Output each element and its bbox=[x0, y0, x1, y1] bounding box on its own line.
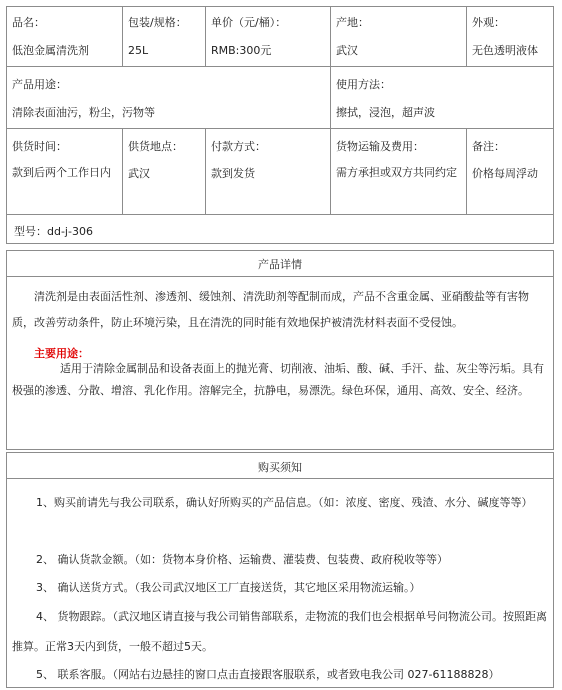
divider bbox=[330, 6, 331, 66]
price-label: 单价（元/桶）： bbox=[211, 16, 287, 29]
divider bbox=[466, 128, 467, 214]
supply-place-label: 供货地点： bbox=[128, 140, 183, 153]
main-use-label: 主要用途： bbox=[34, 347, 89, 360]
origin-label: 产地： bbox=[336, 16, 369, 29]
details-title: 产品详情 bbox=[258, 258, 302, 271]
payment-label: 付款方式： bbox=[211, 140, 266, 153]
divider bbox=[466, 6, 467, 66]
supply-place-value: 武汉 bbox=[128, 167, 150, 180]
price-value: RMB:300元 bbox=[211, 44, 272, 57]
divider bbox=[330, 66, 331, 128]
shipping-value: 需方承担或双方共同约定 bbox=[336, 166, 457, 179]
divider bbox=[6, 478, 554, 479]
product-name-value: 低泡金属清洗剂 bbox=[12, 44, 89, 57]
shipping-label: 货物运输及费用： bbox=[336, 140, 424, 153]
divider bbox=[122, 128, 123, 214]
details-intro: 清洗剂是由表面活性剂、渗透剂、缓蚀剂、清洗助剂等配制而成，产品不含重金属、亚硝酸盐等有害物质，改善劳动条件，防止环境污染，且在清洗的同时能有效地保护被清洗材料表面不受侵蚀。 bbox=[12, 290, 529, 329]
purchase-item-1: 1、购买前请先与我公司联系，确认好所购买的产品信息。（如：浓度、密度、残渣、水分、碱度等等） bbox=[36, 496, 533, 509]
purchase-item-5: 5、 联系客服。（网站右边悬挂的窗口点击直接跟客服联系，或者致电我公司 027-61188828） bbox=[36, 668, 500, 681]
divider bbox=[6, 214, 554, 215]
divider bbox=[6, 128, 554, 129]
usage-label: 产品用途： bbox=[12, 78, 67, 91]
purchase-item-4: 4、 货物跟踪。（武汉地区请直接与我公司销售部联系，走物流的我们也会根据单号问物流公司。按照距离推算。正常3天内到货，一般不超过5天。 bbox=[12, 610, 547, 653]
model-number: 型号：dd-j-306 bbox=[14, 225, 93, 238]
appearance-value: 无色透明液体 bbox=[472, 44, 538, 57]
supply-time-label: 供货时间： bbox=[12, 140, 67, 153]
divider bbox=[122, 6, 123, 66]
divider bbox=[205, 128, 206, 214]
remark-value: 价格每周浮动 bbox=[472, 167, 538, 180]
remark-label: 备注： bbox=[472, 140, 505, 153]
usage-value: 清除表面油污，粉尘，污物等 bbox=[12, 106, 155, 119]
main-use-body: 适用于清除金属制品和设备表面上的抛光膏、切削液、油垢、酸、碱、手汗、盐、灰尘等污垢。具有极强的渗透、分散、增溶、乳化作用。溶解完全，抗静电，易漂洗。绿色环保，通用、高效、安全、经济。 bbox=[12, 362, 544, 397]
product-info-table bbox=[6, 6, 554, 244]
supply-time-value: 款到后两个工作日内 bbox=[12, 166, 111, 179]
payment-value: 款到发货 bbox=[211, 167, 255, 180]
method-value: 擦拭，浸泡，超声波 bbox=[336, 106, 435, 119]
divider bbox=[6, 66, 554, 67]
product-name-label: 品名： bbox=[12, 16, 45, 29]
main-use-text bbox=[12, 358, 550, 402]
purchase-item-2: 2、 确认货款金额。（如：货物本身价格、运输费、灌装费、包装费、政府税收等等） bbox=[36, 553, 448, 566]
method-label: 使用方法： bbox=[336, 78, 391, 91]
origin-value: 武汉 bbox=[336, 44, 358, 57]
package-label: 包装/规格： bbox=[128, 16, 187, 29]
appearance-label: 外观： bbox=[472, 16, 505, 29]
package-value: 25L bbox=[128, 44, 149, 57]
purchase-title: 购买须知 bbox=[258, 461, 302, 474]
divider bbox=[330, 128, 331, 214]
divider bbox=[6, 276, 554, 277]
purchase-item-3: 3、 确认送货方式。（我公司武汉地区工厂直接送货，其它地区采用物流运输。） bbox=[36, 581, 421, 594]
divider bbox=[205, 6, 206, 66]
